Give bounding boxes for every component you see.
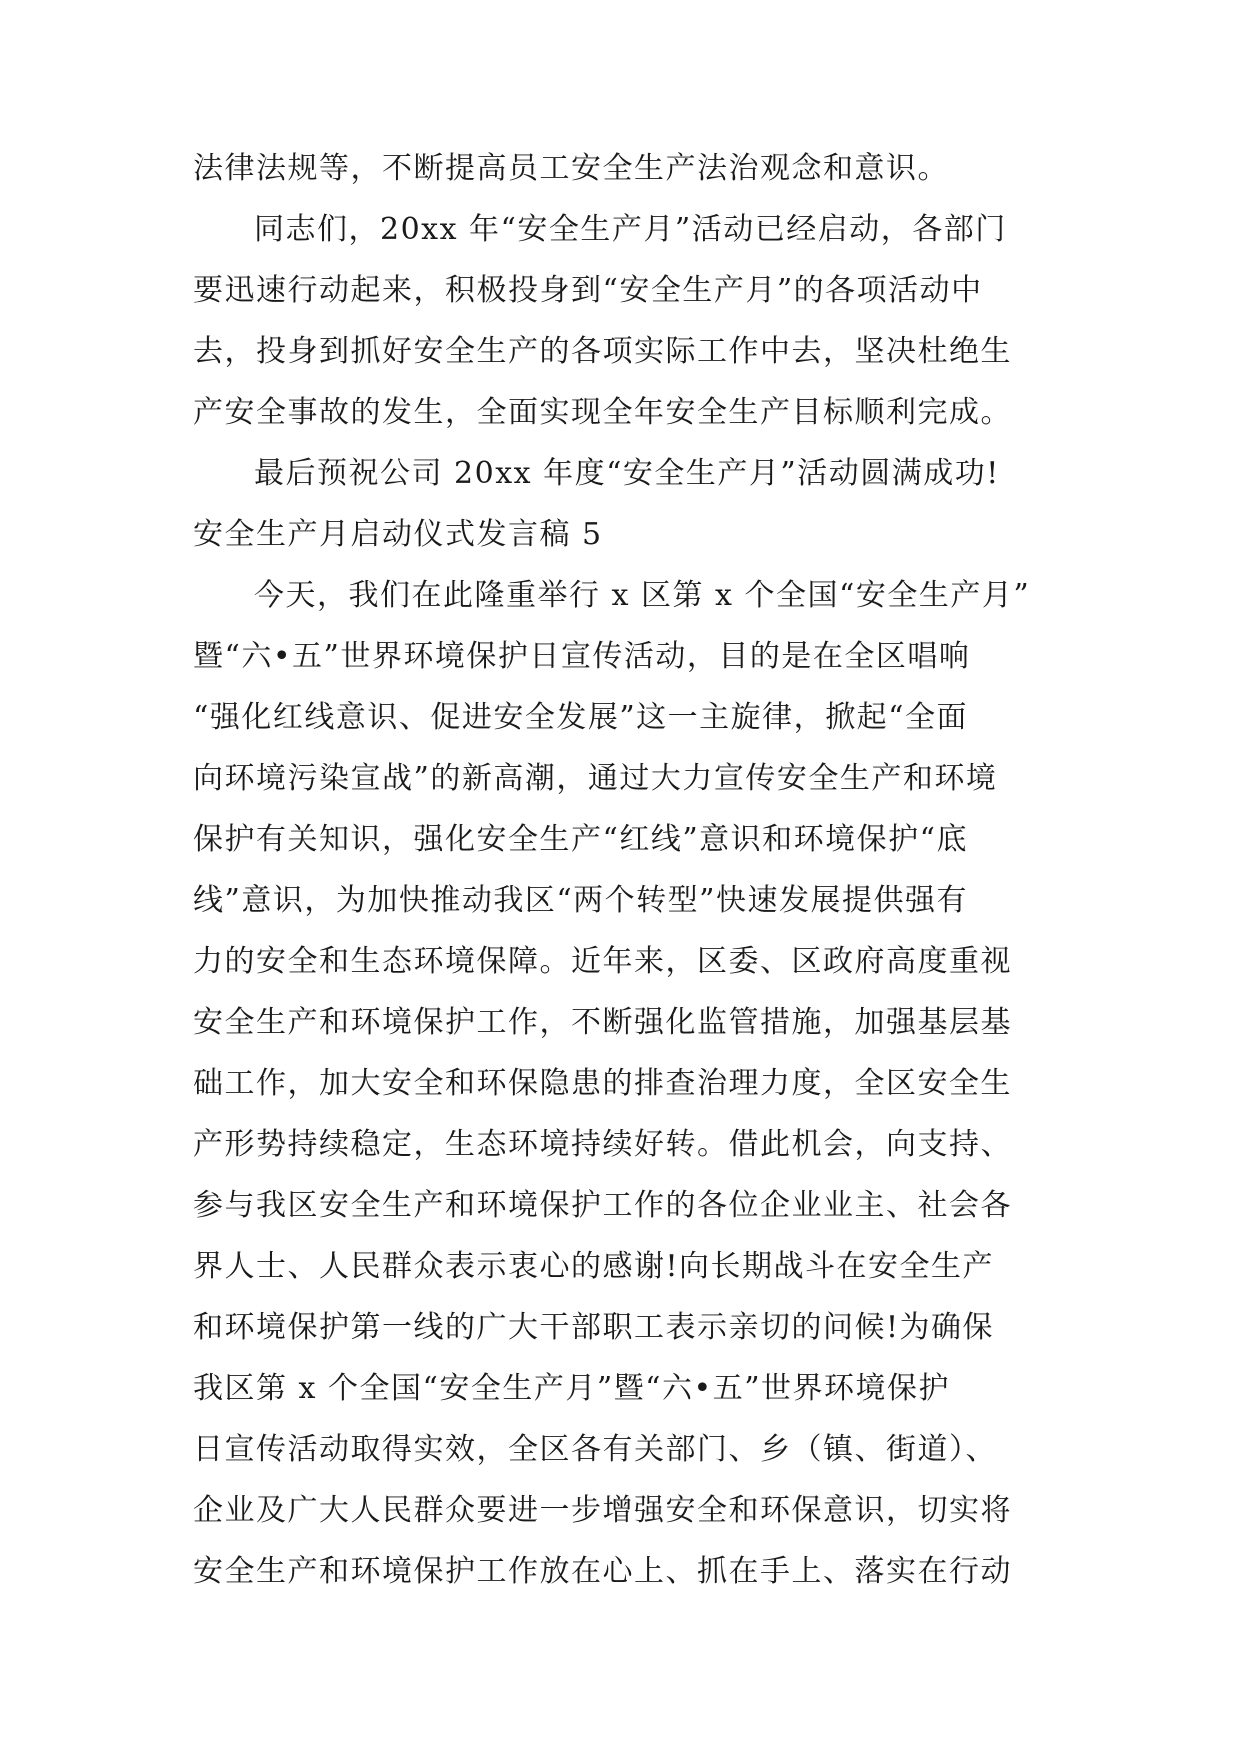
text-line: “强化红线意识、促进安全发展”这一主旋律，掀起“全面	[193, 700, 969, 735]
text-line: 础工作，加大安全和环保隐患的排查治理力度，全区安全生	[193, 1066, 1012, 1101]
text-line: 日宣传活动取得实效，全区各有关部门、乡（镇、街道）、	[193, 1432, 997, 1467]
text-line: 要迅速行动起来，积极投身到“安全生产月”的各项活动中	[193, 273, 983, 308]
text-line: 法律法规等，不断提高员工安全生产法治观念和意识。	[193, 151, 949, 186]
text-line: 保护有关知识，强化安全生产“红线”意识和环境保护“底	[193, 822, 969, 857]
paragraph-first-line: 最后预祝公司 20xx 年度“安全生产月”活动圆满成功!	[254, 456, 1000, 491]
text-line: 安全生产和环境保护工作，不断强化监管措施，加强基层基	[193, 1005, 1012, 1040]
text-line: 界人士、人民群众表示衷心的感谢!向长期战斗在安全生产	[193, 1249, 995, 1284]
section-heading: 安全生产月启动仪式发言稿 5	[193, 517, 603, 552]
text-line: 企业及广大人民群众要进一步增强安全和环保意识，切实将	[193, 1493, 1012, 1528]
text-line: 产安全事故的发生，全面实现全年安全生产目标顺利完成。	[193, 395, 1012, 430]
paragraph-first-line: 同志们，20xx 年“安全生产月”活动已经启动，各部门	[254, 212, 1007, 247]
text-line: 暨“六•五”世界环境保护日宣传活动，目的是在全区唱响	[193, 639, 971, 674]
text-line: 力的安全和生态环境保障。近年来，区委、区政府高度重视	[193, 944, 1012, 979]
text-line: 我区第 x 个全国“安全生产月”暨“六•五”世界环境保护	[193, 1371, 951, 1406]
text-line: 线”意识，为加快推动我区“两个转型”快速发展提供强有	[193, 883, 969, 918]
text-line: 产形势持续稳定，生态环境持续好转。借此机会，向支持、	[193, 1127, 1012, 1162]
text-line: 安全生产和环境保护工作放在心上、抓在手上、落实在行动	[193, 1554, 1012, 1589]
text-line: 和环境保护第一线的广大干部职工表示亲切的问候!为确保	[193, 1310, 995, 1345]
text-line: 参与我区安全生产和环境保护工作的各位企业业主、社会各	[193, 1188, 1012, 1223]
text-line: 去，投身到抓好安全生产的各项实际工作中去，坚决杜绝生	[193, 334, 1012, 369]
text-line: 向环境污染宣战”的新高潮，通过大力宣传安全生产和环境	[193, 761, 998, 796]
paragraph-first-line: 今天，我们在此隆重举行 x 区第 x 个全国“安全生产月”	[254, 578, 1031, 613]
